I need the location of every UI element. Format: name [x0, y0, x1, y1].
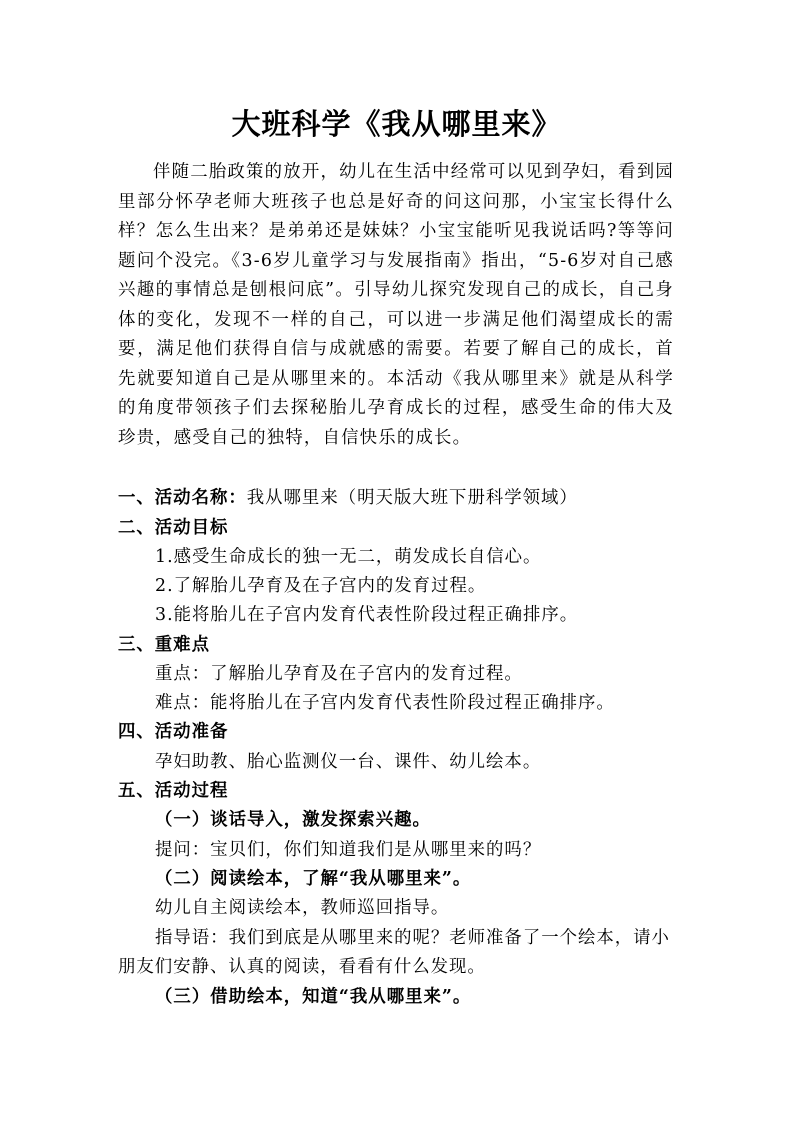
section-preparation-heading: 四、活动准备 — [118, 722, 229, 742]
intro-paragraph: 伴随二胎政策的放开，幼儿在生活中经常可以见到孕妇，看到园里部分怀孕老师大班孩子也总是好奇的问这问那，小宝宝长得什么样？怎么生出来？是弟弟还是妹妹？小宝宝能听见我说话吗?等等问题问个没完。《3-6岁儿童学习与发展指南》指出，“5-6岁对自己感兴趣的事情总是刨根问底”。引导幼儿探究发现自己的成长，自己身体的变化，发现不一样的自己，可以进一步满足他们渴望成长的需要，满足他们获得自信与成就感的需要。若要了解自己的成长，首先就要知道自己是从哪里来的。本活动《我从哪里来》就是从科学的角度带领孩子们去探秘胎儿孕育成长的过程，感受生命的伟大及珍贵，感受自己的独特，自信快乐的成长。 — [118, 162, 674, 448]
preparation-text: 孕妇助教、胎心监测仪一台、课件、幼儿绘本。 — [155, 752, 542, 772]
section-activity-name-label: 一、活动名称： — [118, 488, 247, 508]
section-process-heading: 五、活动过程 — [118, 781, 229, 801]
process-step-2: （二）阅读绘本，了解“我从哪里来”。 — [155, 869, 472, 889]
process-reading: 幼儿自主阅读绘本，教师巡回指导。 — [155, 898, 450, 918]
key-point: 重点：了解胎儿孕育及在子宫内的发育过程。 — [155, 664, 523, 684]
section-goals-heading: 二、活动目标 — [118, 518, 229, 538]
process-guide-line-1: 指导语：我们到底是从哪里来的呢？老师准备了一个绘本，请小 — [155, 928, 670, 948]
section-activity-name-value: 我从哪里来（明天版大班下册科学领域） — [246, 488, 578, 508]
goal-item-2: 2.了解胎儿孕育及在子宫内的发育过程。 — [155, 576, 487, 596]
process-step-1: （一）谈话导入，激发探索兴趣。 — [155, 810, 431, 830]
process-guide-line-2: 朋友们安静、认真的阅读，看看有什么发现。 — [118, 957, 486, 977]
difficult-point: 难点：能将胎儿在子宫内发育代表性阶段过程正确排序。 — [155, 693, 615, 713]
section-key-points-heading: 三、重难点 — [118, 635, 210, 655]
goal-item-3: 3.能将胎儿在子宫内发育代表性阶段过程正确排序。 — [155, 605, 579, 625]
process-step-3: （三）借助绘本，知道“我从哪里来”。 — [155, 987, 472, 1007]
document-title: 大班科学《我从哪里来》 — [231, 107, 562, 141]
goal-item-1: 1.感受生命成长的独一无二，萌发成长自信心。 — [155, 547, 542, 567]
process-question-1: 提问：宝贝们，你们知道我们是从哪里来的吗？ — [155, 840, 542, 860]
section-activity-name — [118, 484, 578, 514]
